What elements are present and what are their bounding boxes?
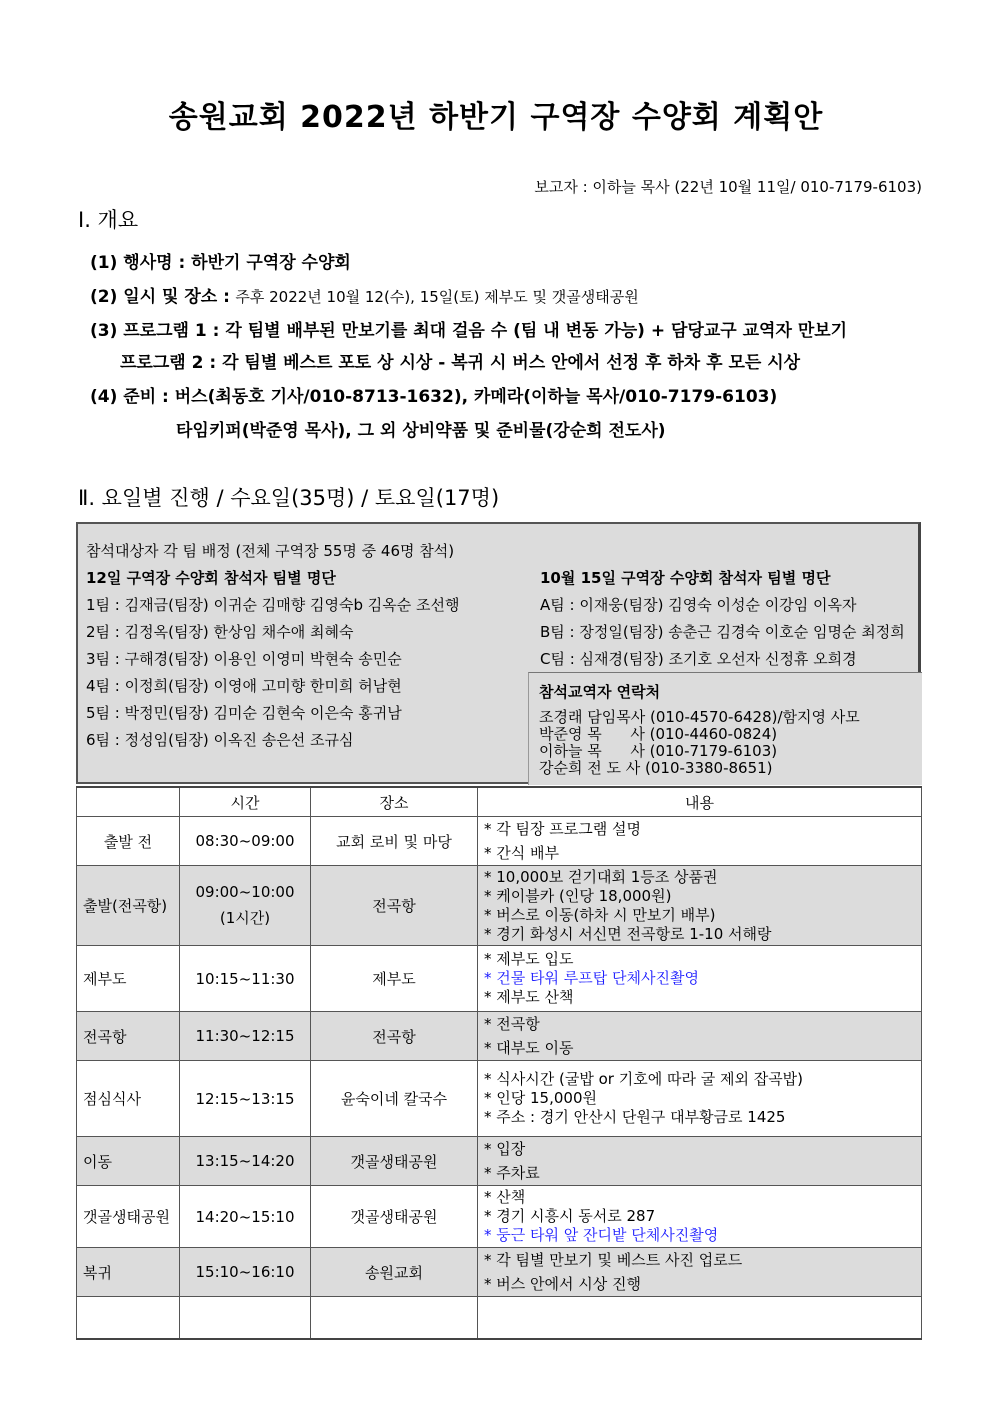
- place-cell: 송원교회: [311, 1248, 478, 1297]
- contact-line: 이하늘 목 사 (010-7179-6103): [539, 742, 778, 760]
- time-cell: [180, 817, 311, 866]
- wed-team-line: 3팀 : 구해경(팀장) 이용인 이영미 박현숙 송민순: [86, 650, 402, 668]
- schedule-row: [77, 866, 922, 946]
- stage-name: 출발(전곡항): [77, 866, 180, 946]
- content-line: * 간식 배부: [484, 844, 559, 862]
- schedule-table: [76, 786, 922, 1340]
- content-line: * 식사시간 (굴밥 or 기호에 따라 굴 제외 잡곡밥): [484, 1070, 804, 1088]
- stage-name: 전곡항: [77, 1012, 180, 1061]
- content-line: * 건물 타워 루프탑 단체사진촬영: [484, 969, 699, 987]
- team-intro: 참석대상자 각 팀 배정 (전체 구역장 55명 중 46명 참석): [86, 542, 455, 560]
- schedule-row: [77, 1137, 922, 1186]
- time-range: 11:30~12:15: [195, 1027, 295, 1045]
- stage-name: 출발 전: [77, 817, 180, 866]
- time-range: 12:15~13:15: [195, 1089, 295, 1108]
- place-cell: 갯골생태공원: [311, 1137, 478, 1186]
- overview-item-2: (2) 일시 및 장소 : 주후 2022년 10월 12(수), 15일(토) 제부도 및 갯골생태공원: [90, 287, 639, 307]
- content-line: * 버스 안에서 시상 진행: [484, 1275, 641, 1293]
- content-line: * 경기 시흥시 동서로 287: [484, 1207, 656, 1225]
- header-time: 시간: [180, 787, 311, 817]
- empty-row: [77, 1297, 922, 1339]
- content-cell: [478, 866, 922, 946]
- time-cell: [180, 1186, 311, 1248]
- duration-note: (1시간): [219, 909, 271, 927]
- time-cell: [180, 946, 311, 1012]
- time-cell: [180, 1137, 311, 1186]
- sat-team-line: B팀 : 장정일(팀장) 송춘근 김경숙 이호순 임명순 최정희: [540, 623, 905, 641]
- team-assignment-box: [76, 522, 921, 784]
- time-cell: [180, 1061, 311, 1137]
- wed-team-line: 1팀 : 김재금(팀장) 이귀순 김매향 김영숙b 김옥순 조선행: [86, 596, 460, 614]
- time-range: 10:15~11:30: [195, 969, 295, 988]
- time-cell: [180, 1012, 311, 1061]
- content-line: * 버스로 이동(하차 시 만보기 배부): [484, 905, 716, 924]
- stage-name: 제부도: [77, 946, 180, 1012]
- place-cell: 제부도: [311, 946, 478, 1012]
- content-line: * 인당 15,000원: [484, 1089, 597, 1107]
- schedule-row: [77, 1248, 922, 1297]
- place-cell: 갯골생태공원: [311, 1186, 478, 1248]
- sat-team-title: 10월 15일 구역장 수양회 참석자 팀별 명단: [540, 569, 831, 587]
- content-line: * 둥근 타워 앞 잔디밭 단체사진촬영: [484, 1226, 719, 1244]
- reporter-line: 보고자 : 이하늘 목사 (22년 10월 11일/ 010-7179-6103): [534, 178, 922, 196]
- staff-contact-box: [528, 672, 922, 785]
- content-line: * 전곡항: [484, 1015, 540, 1033]
- empty-cell: [311, 1297, 478, 1339]
- empty-cell: [478, 1297, 922, 1339]
- content-cell: [478, 1186, 922, 1248]
- content-line: * 케이블카 (인당 18,000원): [484, 886, 672, 905]
- content-cell: [478, 1061, 922, 1137]
- content-line: * 제부도 산책: [484, 988, 574, 1006]
- time-range: 15:10~16:10: [195, 1263, 295, 1281]
- empty-cell: [77, 1297, 180, 1339]
- place-cell: 교회 로비 및 마당: [311, 817, 478, 866]
- content-line: * 입장: [484, 1140, 526, 1158]
- overview-item-3b: 프로그램 2 : 각 팀별 베스트 포토 상 시상 - 복귀 시 버스 안에서 선정 후 하차 후 모든 시상: [120, 353, 801, 373]
- place-cell: 전곡항: [311, 1012, 478, 1061]
- wed-team-title: 12일 구역장 수양회 참석자 팀별 명단: [86, 569, 336, 587]
- header-place: 장소: [311, 787, 478, 817]
- content-cell: [478, 946, 922, 1012]
- time-cell: [180, 866, 311, 946]
- time-range: 08:30~09:00: [195, 832, 295, 850]
- header-content: 내용: [478, 787, 922, 817]
- contact-title: 참석교역자 연락처: [539, 683, 661, 701]
- place-cell: 전곡항: [311, 866, 478, 946]
- schedule-row: [77, 1186, 922, 1248]
- content-cell: [478, 817, 922, 866]
- schedule-row: [77, 817, 922, 866]
- contact-line: 조경래 담임목사 (010-4570-6428)/함지영 사모: [539, 708, 860, 726]
- sat-team-line: C팀 : 심재경(팀장) 조기호 오선자 신정휴 오희경: [540, 650, 857, 668]
- content-line: * 10,000보 걷기대회 1등조 상품권: [484, 867, 718, 886]
- time-range: 14:20~15:10: [195, 1207, 295, 1226]
- wed-team-line: 2팀 : 김정옥(팀장) 한상임 채수애 최혜숙: [86, 623, 354, 641]
- content-cell: [478, 1248, 922, 1297]
- time-range: 13:15~14:20: [195, 1152, 295, 1170]
- page-title: 송원교회 2022년 하반기 구역장 수양회 계획안: [168, 100, 824, 135]
- stage-name: 점심식사: [77, 1061, 180, 1137]
- contact-line: 박준영 목 사 (010-4460-0824): [539, 725, 778, 743]
- content-cell: [478, 1012, 922, 1061]
- content-cell: [478, 1137, 922, 1186]
- content-line: * 대부도 이동: [484, 1039, 574, 1057]
- time-range: 09:00~10:00: [195, 883, 295, 901]
- section1-heading: Ⅰ. 개요: [78, 208, 139, 232]
- overview-item-4: (4) 준비 : 버스(최동호 기사/010-8713-1632), 카메라(이하늘 목사/010-7179-6103): [90, 387, 778, 407]
- stage-name: 복귀: [77, 1248, 180, 1297]
- header-blank: [77, 787, 180, 817]
- contact-line: 강순희 전 도 사 (010-3380-8651): [539, 759, 773, 777]
- overview-item-1: (1) 행사명 : 하반기 구역장 수양회: [90, 253, 351, 273]
- content-line: * 경기 화성시 서신면 전곡항로 1-10 서해랑: [484, 924, 772, 943]
- wed-team-line: 6팀 : 정성임(팀장) 이옥진 송은선 조규심: [86, 731, 354, 749]
- sat-team-line: A팀 : 이재웅(팀장) 김영숙 이성순 이강임 이옥자: [540, 596, 857, 614]
- overview-item-4b: 타임키퍼(박준영 목사), 그 외 상비약품 및 준비물(강순희 전도사): [176, 421, 666, 441]
- empty-cell: [180, 1297, 311, 1339]
- content-line: * 주소 : 경기 안산시 단원구 대부황금로 1425: [484, 1108, 786, 1126]
- schedule-row: [77, 946, 922, 1012]
- content-line: * 제부도 입도: [484, 950, 574, 968]
- schedule-row: [77, 1061, 922, 1137]
- overview-item-3: (3) 프로그램 1 : 각 팀별 배부된 만보기를 최대 걸음 수 (팀 내 변동 가능) + 담당교구 교역자 만보기: [90, 321, 848, 341]
- stage-name: 이동: [77, 1137, 180, 1186]
- wed-team-line: 5팀 : 박정민(팀장) 김미순 김현숙 이은숙 홍귀남: [86, 704, 402, 722]
- schedule-row: [77, 1012, 922, 1061]
- wed-team-line: 4팀 : 이정희(팀장) 이영애 고미향 한미희 허남현: [86, 677, 402, 695]
- place-cell: 윤숙이네 칼국수: [311, 1061, 478, 1137]
- stage-name: 갯골생태공원: [77, 1186, 180, 1248]
- schedule-header-row: [77, 787, 922, 817]
- content-line: * 각 팀장 프로그램 설명: [484, 820, 641, 838]
- section2-heading: Ⅱ. 요일별 진행 / 수요일(35명) / 토요일(17명): [78, 486, 500, 510]
- content-line: * 주차료: [484, 1164, 540, 1182]
- content-line: * 각 팀별 만보기 및 베스트 사진 업로드: [484, 1251, 743, 1269]
- time-cell: [180, 1248, 311, 1297]
- content-line: * 산책: [484, 1188, 526, 1206]
